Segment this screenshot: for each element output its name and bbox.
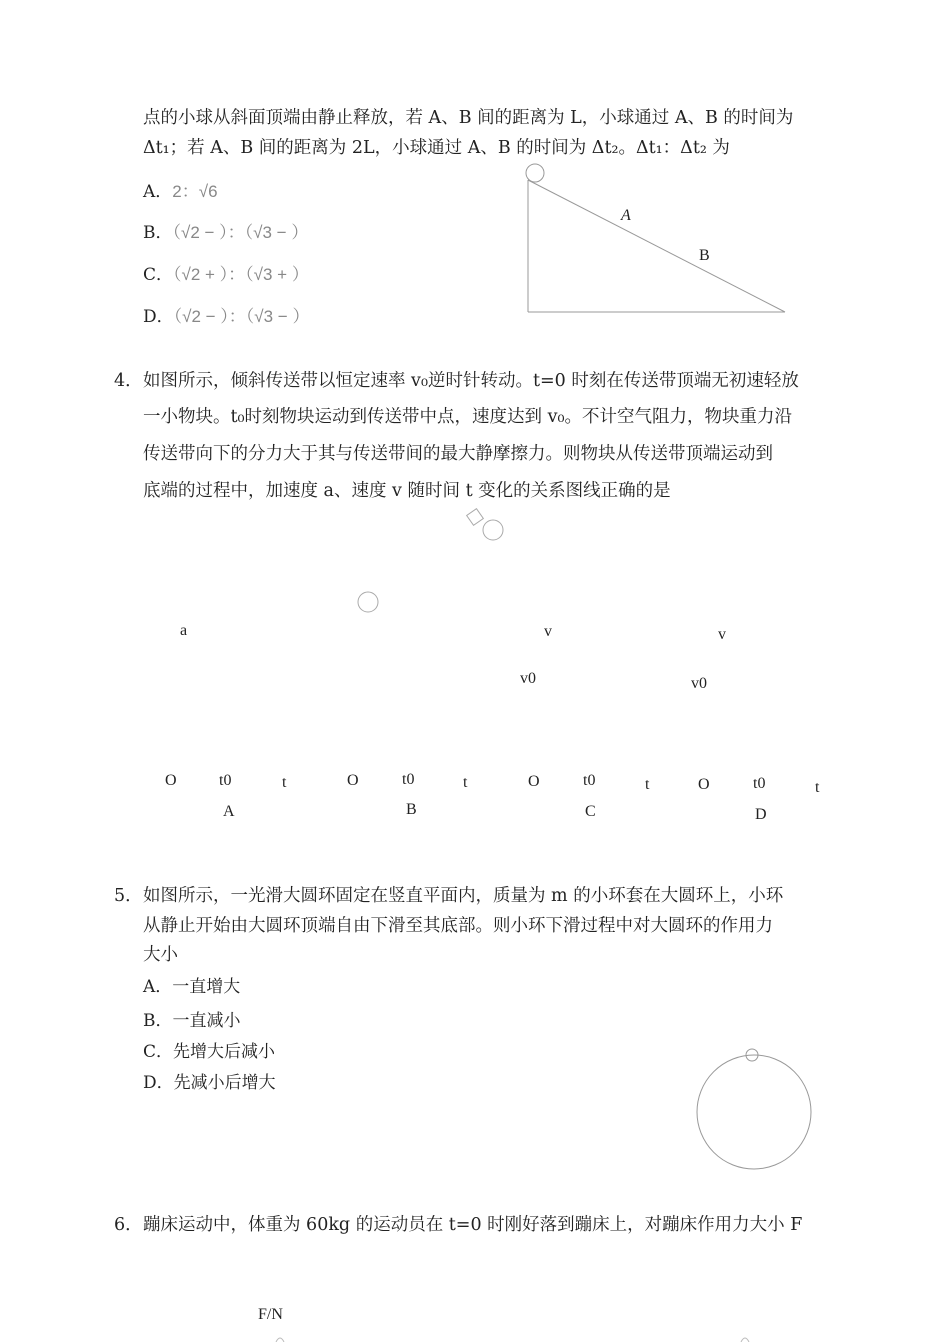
roller-circle (483, 520, 503, 540)
ball-circle (526, 164, 544, 182)
roller-circle-2 (358, 592, 378, 612)
graph-b-origin: O (347, 772, 359, 789)
q6-axis-label: F/N (258, 1306, 283, 1323)
graph-a-caption[interactable]: A (223, 803, 235, 820)
graph-c-ylabel: v (544, 623, 552, 640)
graph-b-t: t (463, 774, 468, 791)
q5-option-d[interactable]: D．先减小后增大 (143, 1073, 276, 1093)
graph-c-t: t (645, 776, 650, 793)
block-square (467, 509, 484, 526)
incline-point-a: A (621, 207, 631, 224)
q3-option-d[interactable]: D．（√2 − ）：（√3 − ） (143, 307, 310, 327)
graph-a-t: t (282, 774, 287, 791)
incline-figure (526, 164, 785, 312)
q3-option-a[interactable]: A．2：√6 (143, 182, 218, 202)
q3-line-1: 点的小球从斜面顶端由静止释放，若 A、B 间的距离为 L，小球通过 A、B 的时间为 (143, 108, 794, 128)
q4-line-2: 一小物块。t₀时刻物块运动到传送带中点，速度达到 v₀。不计空气阻力，物块重力沿 (143, 407, 793, 427)
q3-line-2: Δt₁；若 A、B 间的距离为 2L，小球通过 A、B 的时间为 Δt₂。Δt₁：Δt₂ 为 (143, 138, 730, 158)
graph-arc-right (741, 1338, 749, 1342)
large-ring (697, 1055, 811, 1169)
q5-option-b[interactable]: B．一直减小 (143, 1011, 241, 1031)
graph-c-origin: O (528, 773, 540, 790)
q4-line-4: 底端的过程中，加速度 a、速度 v 随时间 t 变化的关系图线正确的是 (143, 481, 671, 501)
q5-line-2: 从静止开始由大圆环顶端自由下滑至其底部。则小环下滑过程中对大圆环的作用力 (143, 916, 773, 936)
graph-arc-left (276, 1338, 284, 1342)
q5-option-a[interactable]: A．一直增大 (143, 977, 241, 997)
q4-number: 4． (114, 371, 143, 391)
graph-c-v0: v0 (520, 670, 536, 687)
graph-d-v0: v0 (691, 675, 707, 692)
graph-a-origin: O (165, 772, 177, 789)
graph-d-caption[interactable]: D (755, 806, 767, 823)
graph-a-ylabel: a (180, 622, 188, 639)
q5-line-1: 如图所示，一光滑大圆环固定在竖直平面内，质量为 m 的小环套在大圆环上，小环 (143, 886, 784, 906)
graph-d-ylabel: v (718, 626, 726, 643)
graph-d-origin: O (698, 776, 710, 793)
q3-option-b[interactable]: B．（√2 − ）：（√3 − ） (143, 223, 309, 243)
q6-line-1: 蹦床运动中，体重为 60kg 的运动员在 t=0 时刚好落到蹦床上，对蹦床作用力大小 F (143, 1215, 803, 1235)
graph-b-caption[interactable]: B (406, 801, 417, 818)
q6-number: 6． (114, 1215, 143, 1235)
graph-c-caption[interactable]: C (585, 803, 596, 820)
incline-point-b: B (699, 247, 710, 264)
graph-b-t0: t0 (402, 771, 415, 788)
q5-line-3: 大小 (143, 945, 178, 965)
graph-a-t0: t0 (219, 772, 232, 789)
q4-line-3: 传送带向下的分力大于其与传送带间的最大静摩擦力。则物块从传送带顶端运动到 (143, 444, 773, 464)
q5-number: 5． (114, 886, 143, 906)
q5-option-c[interactable]: C．先增大后减小 (143, 1042, 276, 1062)
graph-d-t0: t0 (753, 775, 766, 792)
graph-c-t0: t0 (583, 772, 596, 789)
q4-line-1: 如图所示，倾斜传送带以恒定速率 v₀逆时针转动。t=0 时刻在传送带顶端无初速轻放 (143, 371, 799, 391)
q3-option-c[interactable]: C．（√2 + ）：（√3 + ） (143, 265, 309, 285)
graph-d-t: t (815, 779, 820, 796)
